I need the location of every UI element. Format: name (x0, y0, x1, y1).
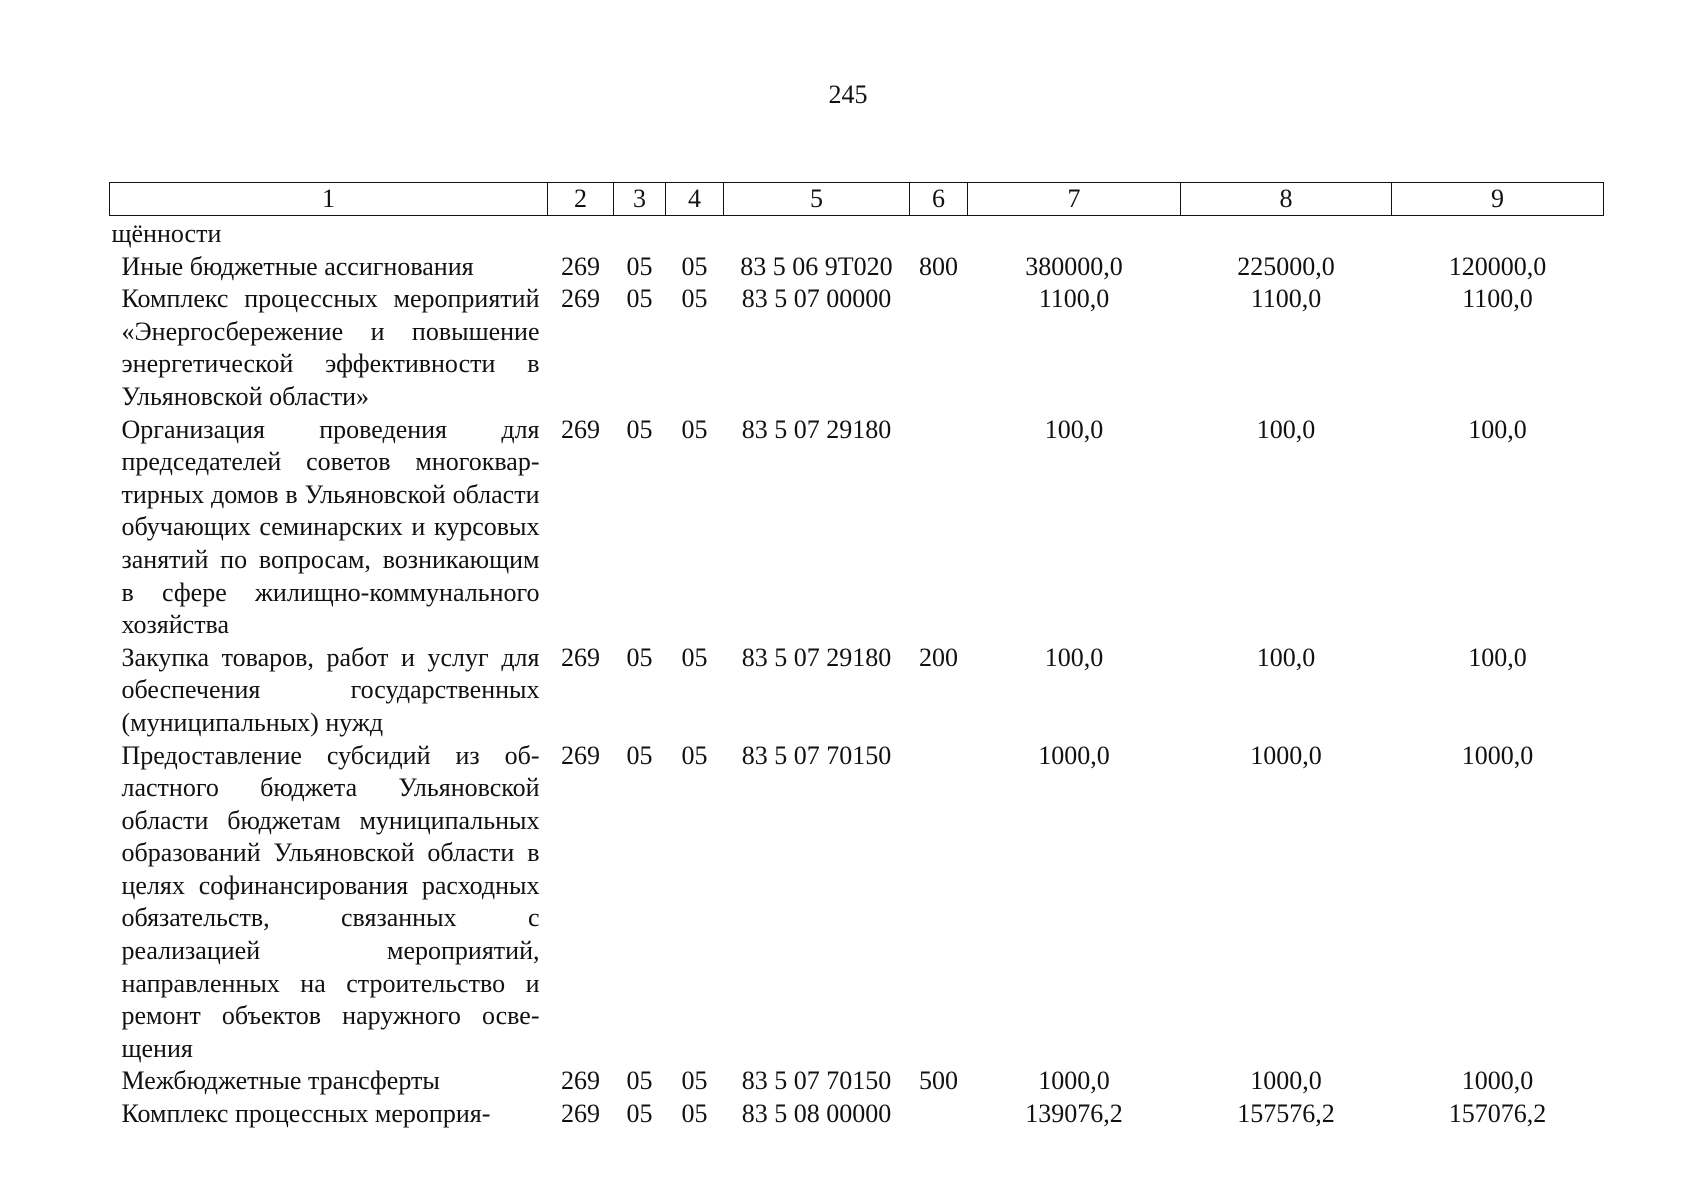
column-number-header-row (110, 183, 1604, 216)
column-header-1: 1 (110, 183, 548, 216)
row-ministry-code: 269 (561, 1099, 600, 1129)
row-expense-type: 200 (919, 642, 958, 672)
table-row (110, 1098, 1604, 1131)
row-amount-col9: 120000,0 (1448, 251, 1547, 281)
row-expense-type (910, 740, 968, 1066)
row-section-code: 05 (626, 740, 653, 770)
column-header-2: 2 (548, 183, 614, 216)
row-ministry-code: 269 (561, 1066, 600, 1096)
row-name: Комплекс процессных мероприятий «Энергосбережение и повышение энергетической эффективности в Ульяновской области» (121, 284, 540, 411)
row-target-code: 83 5 06 9Т020 (740, 251, 893, 281)
row-amount-col8: 1000,0 (1250, 740, 1322, 770)
row-section-code: 05 (626, 284, 653, 314)
row-ministry-code: 269 (561, 642, 600, 672)
column-header-7: 7 (968, 183, 1181, 216)
row-amount-col8 (1181, 216, 1392, 251)
row-name: Иные бюджетные ассигнования (121, 251, 474, 281)
column-header-5: 5 (724, 183, 910, 216)
row-amount-col7: 139076,2 (1025, 1099, 1123, 1129)
row-section-code (614, 216, 666, 251)
row-name: Межбюджетные трансферты (121, 1066, 440, 1096)
row-subsection-code: 05 (681, 740, 708, 770)
row-subsection-code: 05 (681, 251, 708, 281)
row-expense-type (910, 414, 968, 642)
row-subsection-code: 05 (681, 642, 708, 672)
row-target-code (724, 216, 910, 251)
row-amount-col9: 1000,0 (1461, 1066, 1534, 1096)
row-ministry-code: 269 (561, 284, 600, 314)
row-expense-type (910, 1098, 968, 1131)
row-amount-col8: 225000,0 (1237, 251, 1335, 281)
table-row (110, 740, 1604, 1066)
row-amount-col9: 157076,2 (1448, 1099, 1547, 1129)
row-expense-type (910, 216, 968, 251)
row-ministry-code: 269 (561, 251, 600, 281)
row-amount-col8: 1100,0 (1250, 284, 1322, 314)
row-amount-col9 (1392, 216, 1604, 251)
row-subsection-code (666, 216, 724, 251)
row-amount-col7: 1100,0 (1038, 284, 1110, 314)
row-target-code: 83 5 07 00000 (741, 284, 892, 314)
row-target-code: 83 5 07 29180 (741, 642, 892, 672)
row-amount-col7: 100,0 (1044, 414, 1104, 444)
row-amount-col7: 100,0 (1044, 642, 1104, 672)
row-amount-col9: 1100,0 (1462, 284, 1533, 314)
row-name: Закупка товаров, работ и услуг для обеспечения государственных (муниципальных) нужд (121, 642, 540, 737)
row-target-code: 83 5 07 70150 (741, 740, 892, 770)
row-amount-col8: 100,0 (1256, 414, 1316, 444)
row-target-code: 83 5 08 00000 (741, 1099, 892, 1129)
row-subsection-code: 05 (681, 1066, 708, 1096)
row-amount-col9: 1000,0 (1461, 740, 1534, 770)
row-amount-col7: 380000,0 (1025, 251, 1123, 281)
table-row (110, 251, 1604, 284)
row-section-code: 05 (626, 1066, 653, 1096)
row-amount-col7 (968, 216, 1181, 251)
row-name: Комплекс процессных мероприя- (121, 1099, 491, 1129)
row-subsection-code: 05 (681, 284, 708, 314)
row-amount-col8: 100,0 (1256, 642, 1316, 672)
row-name: Предоставление субсидий из областного бюджета Ульяновской области бюджетам муниципальных образований Ульяновской области в целях софинансирования расходных обязательств, связанных с реализацией мероприятий, направленных на строительство и ремонт объектов наружного освещения (121, 740, 540, 1063)
row-subsection-code: 05 (681, 1099, 708, 1129)
row-expense-type (910, 283, 968, 413)
column-header-9: 9 (1392, 183, 1604, 216)
row-amount-col7: 1000,0 (1038, 740, 1110, 770)
row-subsection-code: 05 (681, 414, 708, 444)
row-amount-col8: 1000,0 (1250, 1066, 1322, 1096)
row-section-code: 05 (626, 642, 653, 672)
row-ministry-code: 269 (561, 414, 600, 444)
row-ministry-code (548, 216, 614, 251)
table-row (110, 283, 1604, 413)
row-section-code: 05 (626, 251, 653, 281)
budget-table (109, 182, 1604, 1131)
column-header-6: 6 (910, 183, 968, 216)
row-target-code: 83 5 07 70150 (741, 1066, 892, 1096)
page-number: 245 (828, 80, 868, 109)
row-amount-col9: 100,0 (1468, 414, 1527, 444)
row-amount-col9: 100,0 (1468, 642, 1527, 672)
row-expense-type: 500 (919, 1066, 958, 1096)
row-section-code: 05 (626, 1099, 653, 1129)
row-amount-col8: 157576,2 (1237, 1099, 1335, 1129)
row-amount-col7: 1000,0 (1038, 1066, 1110, 1096)
table-row (110, 1065, 1604, 1098)
table-row (110, 414, 1604, 642)
table-row (110, 216, 1604, 251)
column-header-8: 8 (1181, 183, 1392, 216)
row-expense-type: 800 (919, 251, 958, 281)
row-section-code: 05 (626, 414, 653, 444)
column-header-4: 4 (666, 183, 724, 216)
column-header-3: 3 (614, 183, 666, 216)
row-ministry-code: 269 (561, 740, 600, 770)
row-name: щённости (111, 219, 222, 248)
row-target-code: 83 5 07 29180 (741, 414, 892, 444)
row-name: Организация проведения для председателей советов многоквартирных домов в Ульяновской области обучающих семинарских и курсовых занятий по вопросам, возникающим в сфере жилищно-коммунального хозяйства (121, 414, 540, 640)
table-row (110, 642, 1604, 740)
